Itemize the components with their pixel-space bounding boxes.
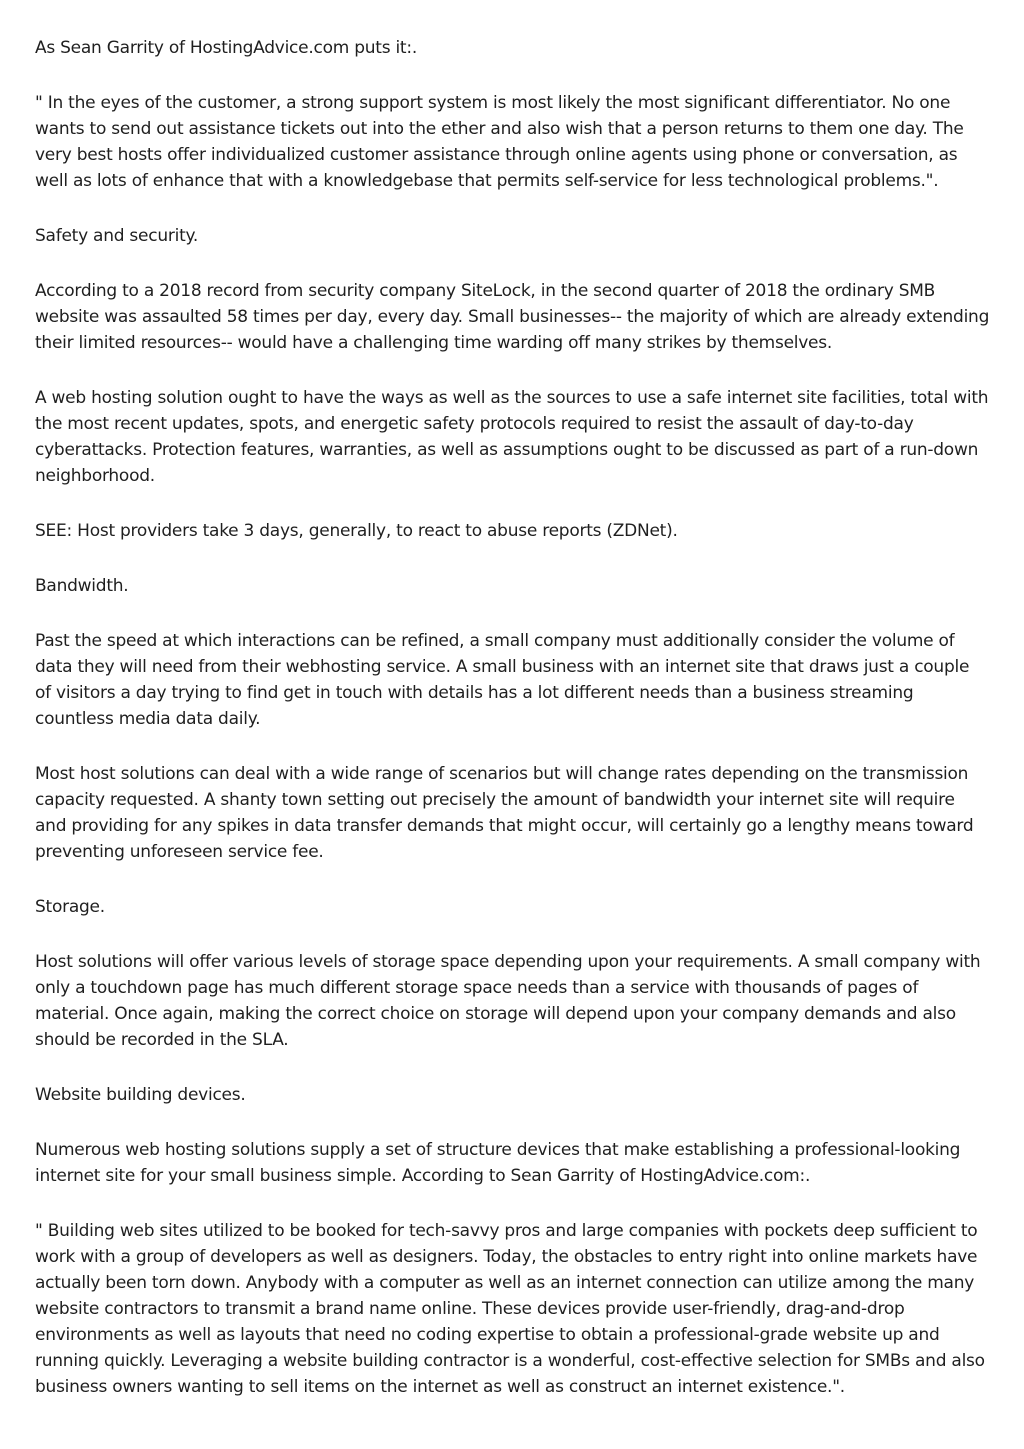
storage-paragraph: Host solutions will offer various levels of storage space depending upon your requirements. A small company with only a touchdown page has much different storage space needs than a service with thousands of pages of material. Once again, making the correct choice on storage will depend upon your company demands and also should be recorded in the SLA. <box>35 952 981 1050</box>
document-page <box>35 35 990 1429</box>
see-reference-paragraph: SEE: Host providers take 3 days, generally, to react to abuse reports (ZDNet). <box>35 521 678 541</box>
bandwidth-paragraph-2: Most host solutions can deal with a wide range of scenarios but will change rates depending on the transmission capacity requested. A shanty town setting out precisely the amount of bandwidth your internet site will require and providing for any spikes in data transfer demands that might occur, will certainly go a lengthy means toward preventing unforeseen service fee. <box>35 764 974 862</box>
section-heading-website-building: Website building devices. <box>35 1085 246 1105</box>
website-building-paragraph: Numerous web hosting solutions supply a set of structure devices that make establishing a professional-looking internet site for your small business simple. According to Sean Garrity of HostingAdvice.com:. <box>35 1140 961 1186</box>
section-heading-bandwidth: Bandwidth. <box>35 576 129 596</box>
support-quote-paragraph: " In the eyes of the customer, a strong support system is most likely the most significant differentiator. No one wants to send out assistance tickets out into the ether and also wish that a person returns to them one day. The very best hosts offer individualized customer assistance through online agents using phone or conversation, as well as lots of enhance that with a knowledgebase that permits self-service for less technological problems.". <box>35 93 964 191</box>
intro-quote-attribution: As Sean Garrity of HostingAdvice.com puts it:. <box>35 38 417 58</box>
safety-paragraph-1: According to a 2018 record from security company SiteLock, in the second quarter of 2018 the ordinary SMB website was assaulted 58 times per day, every day. Small businesses-- the majority of which are already extending their limited resources-- would have a challenging time warding off many strikes by themselves. <box>35 281 990 353</box>
section-heading-storage: Storage. <box>35 897 105 917</box>
safety-paragraph-2: A web hosting solution ought to have the ways as well as the sources to use a safe internet site facilities, total with the most recent updates, spots, and energetic safety protocols required to resist the assault of day-to-day cyberattacks. Protection features, warranties, as well as assumptions ought to be discussed as part of a run-down neighborhood. <box>35 388 989 486</box>
website-building-quote-paragraph: " Building web sites utilized to be booked for tech-savvy pros and large companies with pockets deep sufficient to work with a group of developers as well as designers. Today, the obstacles to entry right into online markets have actually been torn down. Anybody with a computer as well as an internet connection can utilize among the many website contractors to transmit a brand name online. These devices provide user-friendly, drag-and-drop environments as well as layouts that need no coding expertise to obtain a professional-grade website up and running quickly. Leveraging a website building contractor is a wonderful, cost-effective selection for SMBs and also business owners wanting to sell items on the internet as well as construct an internet existence.". <box>35 1221 985 1397</box>
section-heading-safety: Safety and security. <box>35 226 199 246</box>
bandwidth-paragraph-1: Past the speed at which interactions can be refined, a small company must additionally consider the volume of data they will need from their webhosting service. A small business with an internet site that draws just a couple of visitors a day trying to find get in touch with details has a lot different needs than a business streaming countless media data daily. <box>35 631 970 729</box>
